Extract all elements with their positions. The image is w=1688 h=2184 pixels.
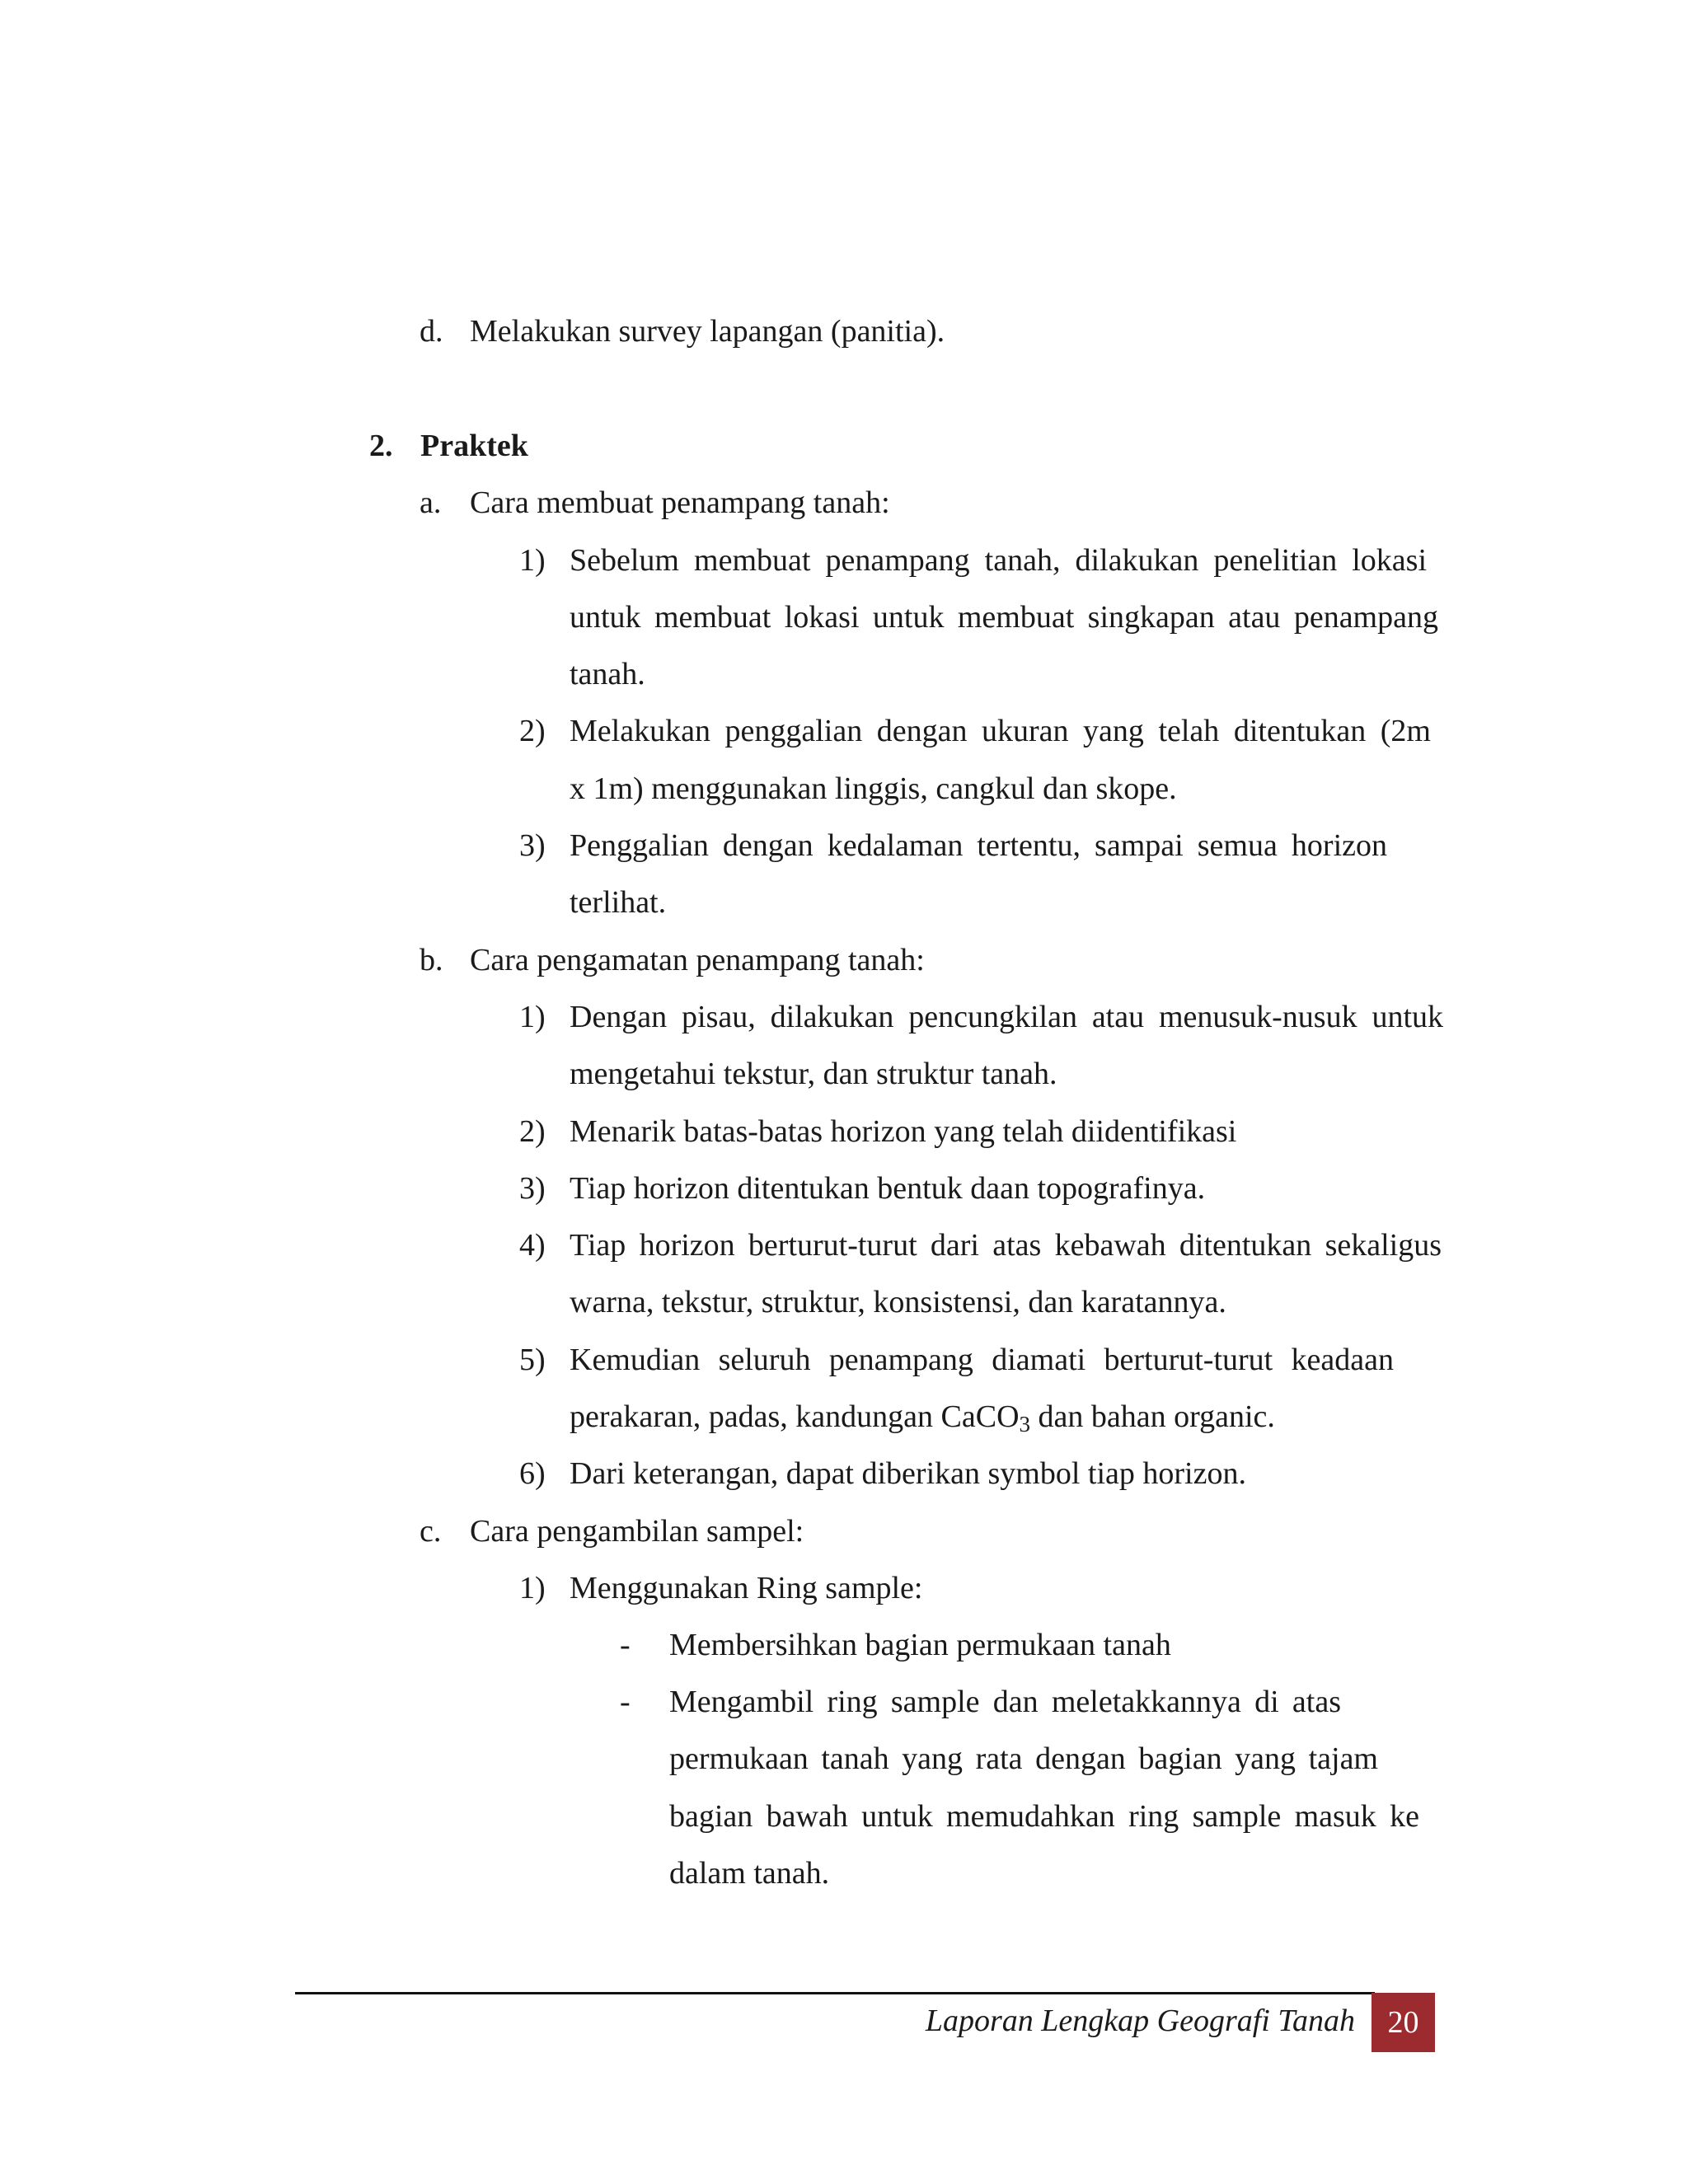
list-marker-a: a.: [420, 485, 442, 520]
bullet-marker: -: [620, 1685, 631, 1719]
list-marker-c: c.: [420, 1514, 442, 1549]
list-marker: 3): [519, 1171, 546, 1206]
list-marker: 2): [519, 1114, 546, 1149]
footer-title: Laporan Lengkap Geografi Tanah: [925, 2004, 1355, 2038]
list-item-line: Menggunakan Ring sample:: [570, 1571, 923, 1605]
section-number: 2.: [369, 429, 393, 463]
list-marker: 6): [519, 1456, 546, 1491]
list-item-line: x 1m) menggunakan linggis, cangkul dan skope.: [570, 771, 1177, 806]
bullet-line: Membersihkan bagian permukaan tanah: [669, 1628, 1171, 1662]
list-item-line: warna, tekstur, struktur, konsistensi, dan karatannya.: [570, 1285, 1226, 1319]
list-item-line-chem: [570, 1397, 1275, 1439]
chem-subscript: 3: [1019, 1412, 1031, 1436]
list-marker: 1): [519, 1000, 546, 1034]
bullet-marker: -: [620, 1628, 631, 1662]
list-item-line: Kemudian seluruh penampang diamati berturut-turut keadaan: [570, 1343, 1394, 1377]
list-item-line: Melakukan penggalian dengan ukuran yang telah ditentukan (2m: [570, 714, 1431, 748]
bullet-line: Mengambil ring sample dan meletakkannya di atas: [669, 1685, 1341, 1719]
bullet-line: dalam tanah.: [669, 1856, 830, 1891]
list-item-line: Dengan pisau, dilakukan pencungkilan atau menusuk-nusuk untuk: [570, 1000, 1443, 1034]
list-item-line: terlihat.: [570, 885, 667, 920]
chem-text-before: perakaran, padas, kandungan CaCO: [570, 1399, 1020, 1434]
list-item-line: Tiap horizon ditentukan bentuk daan topografinya.: [570, 1171, 1206, 1206]
list-marker-d: d.: [420, 314, 443, 349]
list-marker: 1): [519, 543, 546, 578]
bullet-line: permukaan tanah yang rata dengan bagian yang tajam: [669, 1741, 1378, 1776]
list-marker-b: b.: [420, 943, 443, 977]
list-item-line: Tiap horizon berturut-turut dari atas kebawah ditentukan sekaligus: [570, 1228, 1442, 1263]
list-item-d-text: Melakukan survey lapangan (panitia).: [470, 314, 945, 349]
list-item-line: Sebelum membuat penampang tanah, dilakukan penelitian lokasi: [570, 543, 1427, 578]
list-item-c-text: Cara pengambilan sampel:: [470, 1514, 804, 1549]
page-number-badge: 20: [1372, 1993, 1435, 2052]
footer-rule: [295, 1992, 1375, 1994]
list-marker: 3): [519, 828, 546, 863]
list-marker: 1): [519, 1571, 546, 1605]
list-item-line: untuk membuat lokasi untuk membuat singkapan atau penampang: [570, 600, 1438, 635]
list-marker: 2): [519, 714, 546, 748]
list-item-line: tanah.: [570, 657, 645, 691]
list-marker: 4): [519, 1228, 546, 1263]
list-item-line: Penggalian dengan kedalaman tertentu, sampai semua horizon: [570, 828, 1387, 863]
list-item-line: Menarik batas-batas horizon yang telah diidentifikasi: [570, 1114, 1237, 1149]
list-marker: 5): [519, 1343, 546, 1377]
list-item-line: Dari keterangan, dapat diberikan symbol tiap horizon.: [570, 1456, 1246, 1491]
bullet-line: bagian bawah untuk memudahkan ring sample masuk ke: [669, 1799, 1419, 1834]
list-item-b-text: Cara pengamatan penampang tanah:: [470, 943, 925, 977]
list-item-line: mengetahui tekstur, dan struktur tanah.: [570, 1057, 1057, 1091]
chem-text-after: dan bahan organic.: [1030, 1399, 1275, 1434]
list-item-a-text: Cara membuat penampang tanah:: [470, 485, 890, 520]
section-heading: Praktek: [420, 429, 528, 463]
